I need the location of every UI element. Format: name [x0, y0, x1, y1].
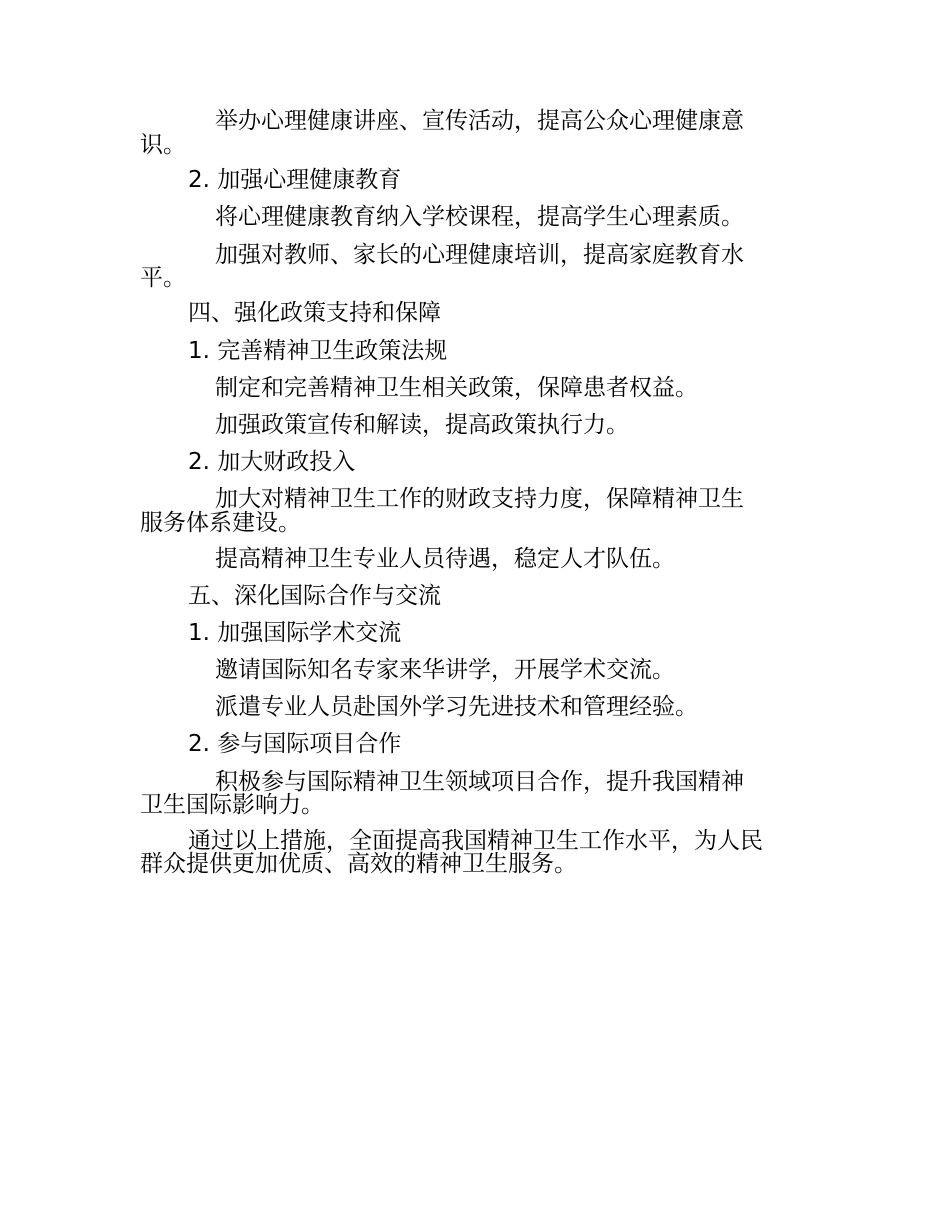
text-line: 制定和完善精神卫生相关政策，保障患者权益。 — [215, 375, 698, 401]
text-line: 积极参与国际精神卫生领域项目合作，提升我国精神 — [215, 769, 744, 795]
list-heading: 2. 加大财政投入 — [188, 449, 356, 475]
text-line: 举办心理健康讲座、宣传活动，提高公众心理健康意 — [215, 108, 744, 134]
text-line: 加强对教师、家长的心理健康培训，提高家庭教育水 — [215, 242, 744, 268]
text-line: 提高精神卫生专业人员待遇，稳定人才队伍。 — [215, 546, 675, 572]
list-heading: 2. 参与国际项目合作 — [188, 731, 402, 757]
text-line: 将心理健康教育纳入学校课程，提高学生心理素质。 — [215, 204, 744, 230]
text-line: 派遣专业人员赴国外学习先进技术和管理经验。 — [215, 694, 698, 720]
text-line: 平。 — [140, 265, 186, 291]
section-heading: 五、深化国际合作与交流 — [188, 583, 441, 609]
text-line: 识。 — [140, 132, 186, 158]
text-line: 服务体系建设。 — [140, 510, 301, 536]
list-heading: 2. 加强心理健康教育 — [188, 167, 402, 193]
list-heading: 1. 加强国际学术交流 — [188, 620, 402, 646]
text-line: 加强政策宣传和解读，提高政策执行力。 — [215, 412, 629, 438]
text-line: 加大对精神卫生工作的财政支持力度，保障精神卫生 — [215, 486, 744, 512]
section-heading: 四、强化政策支持和保障 — [188, 300, 441, 326]
text-line: 邀请国际知名专家来华讲学，开展学术交流。 — [215, 657, 675, 683]
list-heading: 1. 完善精神卫生政策法规 — [188, 338, 448, 364]
text-line: 群众提供更加优质、高效的精神卫生服务。 — [140, 851, 577, 877]
text-line: 卫生国际影响力。 — [140, 792, 324, 818]
text-line: 通过以上措施，全面提高我国精神卫生工作水平，为人民 — [188, 828, 763, 854]
